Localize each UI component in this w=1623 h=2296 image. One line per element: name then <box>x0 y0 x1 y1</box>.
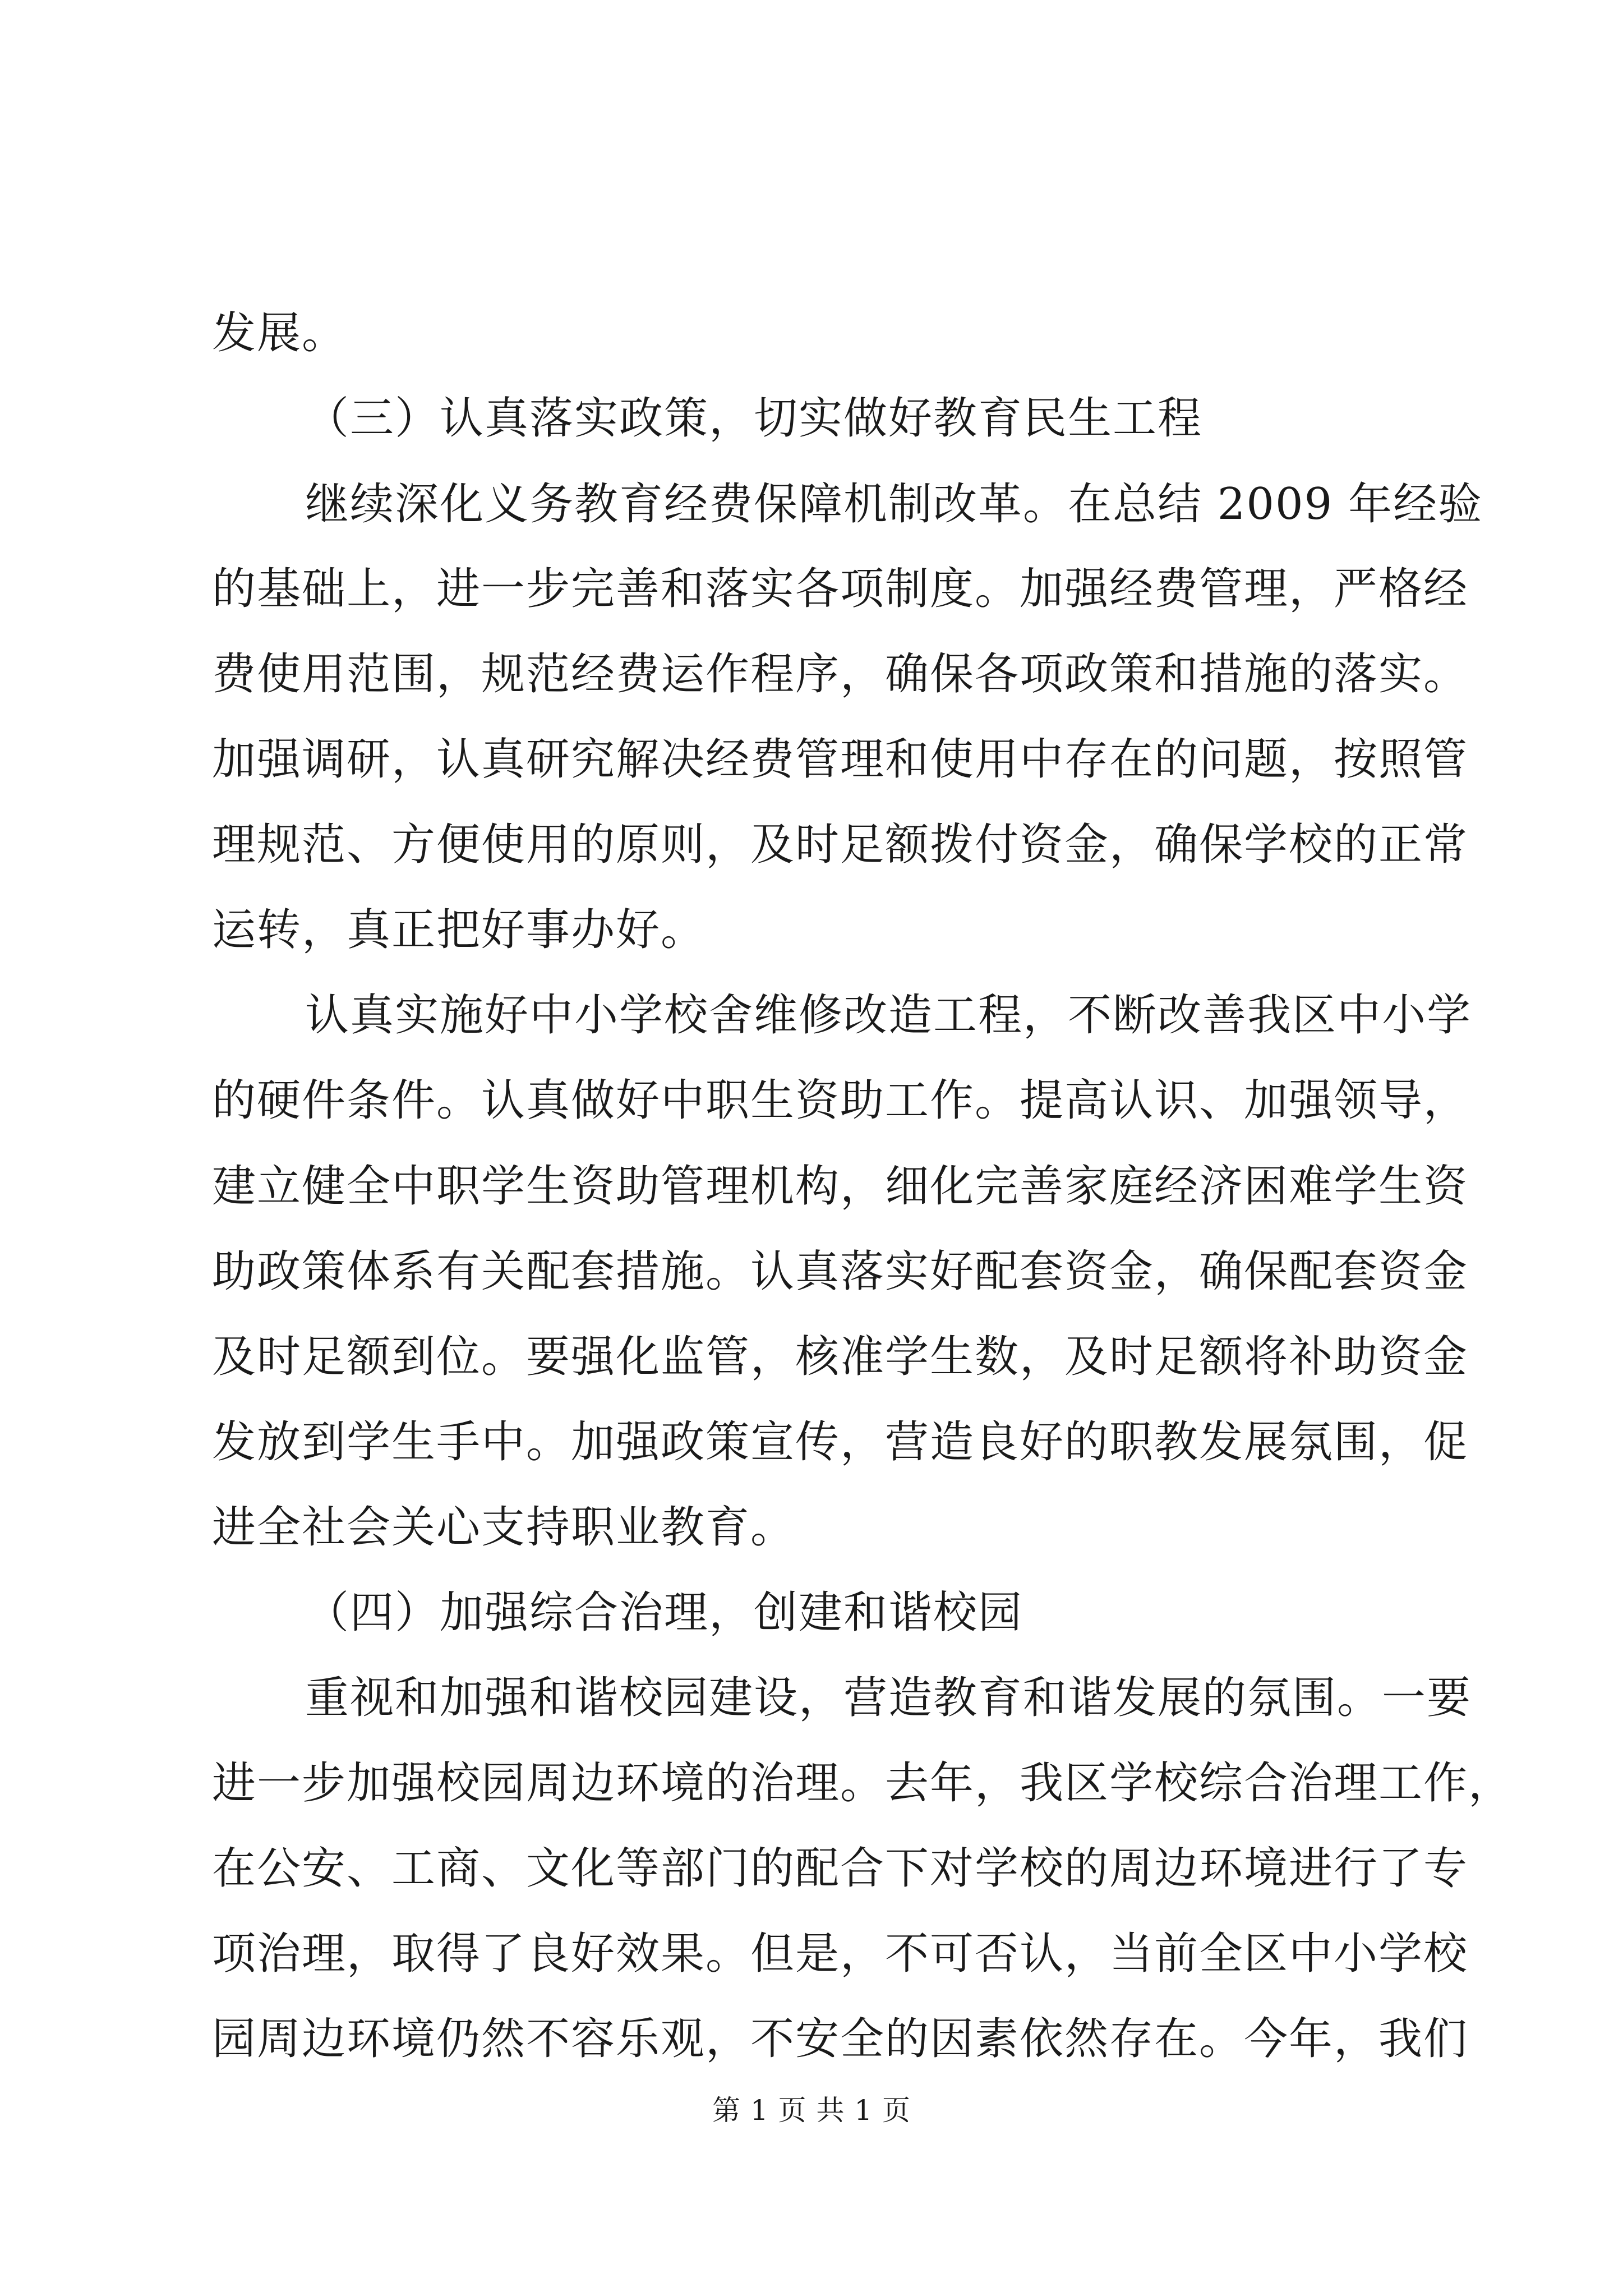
text-line: 项治理，取得了良好效果。但是，不可否认，当前全区中小学校 <box>212 1929 1469 1979</box>
text-line: 的硬件条件。认真做好中职生资助工作。提高认识、加强领导， <box>212 1075 1469 1126</box>
text-line: 在公安、工商、文化等部门的配合下对学校的周边环境进行了专 <box>212 1843 1469 1894</box>
text-line: 理规范、方便使用的原则，及时足额拨付资金，确保学校的正常 <box>212 820 1469 870</box>
text-line: 及时足额到位。要强化监管，核准学生数，及时足额将补助资金 <box>212 1332 1469 1382</box>
page-footer: 第 1 页 共 1 页 <box>712 2094 911 2127</box>
text-line: 运转，真正把好事办好。 <box>212 905 706 955</box>
section-heading: （三）认真落实政策，切实做好教育民生工程 <box>305 393 1203 444</box>
text-line: 发展。 <box>212 308 347 358</box>
text-line: 继续深化义务教育经费保障机制改革。在总结 2009 年经验 <box>305 479 1483 530</box>
text-line: 认真实施好中小学校舍维修改造工程，不断改善我区中小学 <box>305 990 1472 1041</box>
text-line: 重视和加强和谐校园建设，营造教育和谐发展的氛围。一要 <box>305 1673 1472 1723</box>
text-line: 的基础上，进一步完善和落实各项制度。加强经费管理，严格经 <box>212 564 1469 614</box>
text-line: 进全社会关心支持职业教育。 <box>212 1502 796 1553</box>
section-heading: （四）加强综合治理，创建和谐校园 <box>305 1588 1023 1638</box>
text-line: 发放到学生手中。加强政策宣传，营造良好的职教发展氛围，促 <box>212 1417 1469 1467</box>
text-line: 园周边环境仍然不容乐观，不安全的因素依然存在。今年，我们 <box>212 2014 1469 2064</box>
text-line: 进一步加强校园周边环境的治理。去年，我区学校综合治理工作， <box>212 1758 1514 1809</box>
text-line: 建立健全中职学生资助管理机构，细化完善家庭经济困难学生资 <box>212 1161 1469 1212</box>
text-line: 助政策体系有关配套措施。认真落实好配套资金，确保配套资金 <box>212 1246 1469 1297</box>
text-line: 费使用范围，规范经费运作程序，确保各项政策和措施的落实。 <box>212 649 1469 700</box>
text-line: 加强调研，认真研究解决经费管理和使用中存在的问题，按照管 <box>212 734 1469 785</box>
